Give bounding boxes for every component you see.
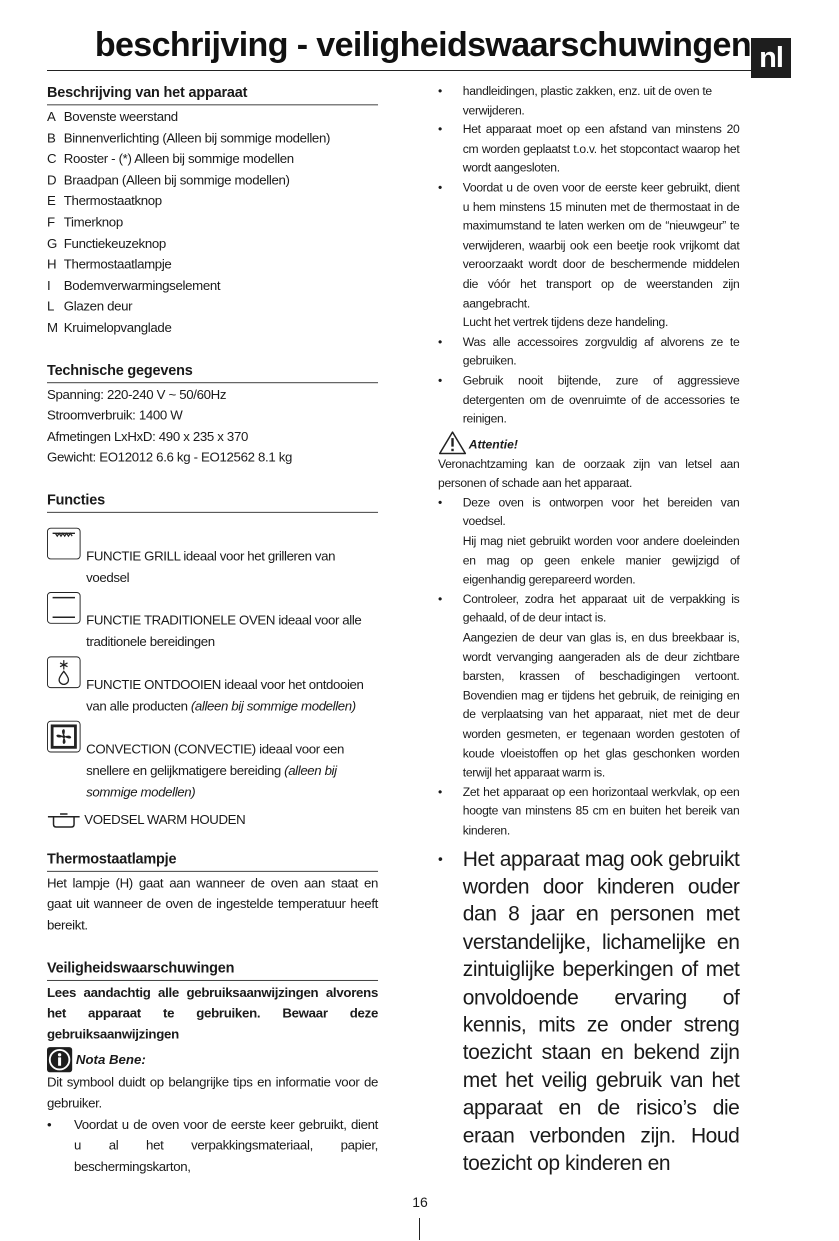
list-item: A Bovenste weerstand [47, 109, 178, 125]
right-column [438, 82, 739, 1178]
language-badge: nl [751, 38, 791, 78]
list-item: F Timerknop [47, 215, 123, 231]
info-icon [47, 1047, 72, 1072]
list-item: B Binnenverlichting (Alleen bij sommige modellen) [47, 131, 331, 146]
defrost-icon [47, 657, 81, 689]
list-item: I Bodemverwarmingselement [47, 278, 221, 294]
list-item: • Voordat u de oven voor de eerste keer gebruikt, dient u hem minstens 15 minuten met de thermostaat in de maximumstand te laten werken om de “nieuwgeur” te verwijderen, waarbij ook een beetje rook vrijkomt dat veroorzaakt wordt door de beschermende middelen die vóór het transport op de weerstanden zijn aangebracht. Lucht het vertrek tijdens deze handeling. [438, 178, 739, 332]
function-grill: FUNCTIE GRILL ideaal voor het grilleren van voedsel [47, 528, 378, 589]
thermostat-lamp-text: Het lampje (H) gaat aan wanneer de oven aan staat en gaat uit wanneer de oven de ingestelde temperatuur heeft bereikt. [47, 876, 379, 934]
description-heading: Beschrijving van het apparaat [47, 82, 378, 105]
list-item: • Gebruik nooit bijtende, zure of aggressieve detergenten om de ovenruimte of de accessories te reinigen. [438, 371, 739, 429]
list-item: • Was alle accessoires zorgvuldig af alvorens ze te gebruiken. [438, 333, 739, 372]
warning-icon [438, 430, 467, 455]
spec-line: Spanning: 220-240 V ~ 50/60Hz [47, 387, 227, 403]
attention-text: Veronachtzaming kan de oorzaak zijn van letsel aan personen of schade aan het apparaat. [438, 457, 740, 491]
spec-line: Stroomverbruik: 1400 W [47, 408, 183, 424]
page-number: 16 [412, 1194, 428, 1210]
function-convection: CONVECTION (CONVECTIE) ideaal voor een snellere en gelijkmatigere bereiding (alleen bij sommige modellen) [47, 721, 378, 803]
note-text: Dit symbool duidt op belangrijke tips en informatie voor de gebruiker. [47, 1075, 379, 1112]
function-defrost: FUNCTIE ONTDOOIEN ideaal voor het ontdooien van alle producten (alleen bij sommige modellen) [47, 657, 378, 718]
traditional-oven-icon [47, 592, 81, 624]
function-keep-warm: VOEDSEL WARM HOUDEN [47, 810, 378, 831]
list-item: • Zet het apparaat op een horizontaal werkvlak, op een hoogte van minstens 85 cm en buiten het bereik van kinderen. [438, 783, 739, 841]
technical-specs [47, 385, 378, 469]
parts-list [47, 107, 378, 339]
thermostat-lamp-heading: Thermostaatlampje [47, 848, 378, 871]
list-item: H Thermostaatlampje [47, 257, 172, 273]
spec-line: Gewicht: EO12012 6.6 kg - EO12562 8.1 kg [47, 450, 293, 466]
technical-heading: Technische gegevens [47, 359, 378, 382]
attention-label: Attentie! [468, 438, 518, 452]
list-item: E Thermostaatknop [47, 194, 162, 210]
functions-heading: Functies [47, 489, 378, 512]
list-item: • Voordat u de oven voor de eerste keer gebruikt, dient u al het verpakkingsmateriaal, papier, beschermingskarton, [47, 1115, 378, 1178]
list-item: C Rooster - (*) Alleen bij sommige modellen [47, 152, 294, 168]
list-item: M Kruimelopvanglade [47, 320, 172, 336]
left-column [47, 82, 378, 1178]
list-item: L Glazen deur [47, 299, 133, 315]
note-label: Nota Bene: [75, 1052, 146, 1068]
page-number-rule [419, 1218, 420, 1240]
list-item: • Controleer, zodra het apparaat uit de verpakking is gehaald, of de deur intact is. Aangezien de deur van glas is, en dus breekbaar is, wordt vervanging aangeraden als de deur zichtbare barsten, krassen of beschadigingen vertoont. Bovendien mag er tijdens het gebruik, de reiniging en de verplaatsing van het apparaat, niet met de deur worden gesmeten, er tegenaan worden gestoten of koude vloeistoffen op het glas geschonken worden terwijl het apparaat warm is. [438, 590, 739, 783]
list-item-continued: • handleidingen, plastic zakken, enz. uit de oven te verwijderen. [438, 82, 739, 121]
list-item: • Deze oven is ontworpen voor het bereiden van voedsel. Hij mag niet gebruikt worden voor andere doeleinden en mag op geen enkele manier gewijzigd of eigenhandig gerepareerd worden. [438, 494, 739, 590]
list-item-large: • Het apparaat mag ook gebruikt worden door kinderen ouder dan 8 jaar en personen met verstandelijke, lichamelijke en zintuiglijke beperkingen of met onvoldoende ervaring of kennis, mits ze onder streng toezicht staan en bekend zijn met het veilig gebruik van het apparaat en de risico’s die eraan verbonden zijn. Houd toezicht op kinderen en [438, 846, 739, 1178]
attention-header [438, 429, 739, 455]
list-item: • Het apparaat moet op een afstand van minstens 20 cm worden geplaatst t.o.v. het stopcontact waarop het wordt aangesloten. [438, 121, 739, 179]
grill-icon [47, 528, 81, 560]
list-item: D Braadpan (Alleen bij sommige modellen) [47, 173, 290, 189]
note-header [47, 1047, 378, 1072]
safety-intro: Lees aandachtig alle gebruiksaanwijzingen alvorens het apparaat te gebruiken. Bewaar deze gebruiksaanwijzingen [47, 985, 379, 1043]
list-item: G Functiekeuzeknop [47, 236, 166, 252]
header-rule [47, 70, 751, 71]
safety-heading: Veiligheidswaarschuwingen [47, 957, 378, 980]
function-traditional: FUNCTIE TRADITIONELE OVEN ideaal voor alle traditionele bereidingen [47, 592, 378, 653]
spec-line: Afmetingen LxHxD: 490 x 235 x 370 [47, 429, 249, 445]
pot-icon [47, 813, 81, 828]
convection-fan-icon [47, 721, 81, 753]
page-title: beschrijving - veiligheidswaarschuwingen [94, 26, 751, 64]
